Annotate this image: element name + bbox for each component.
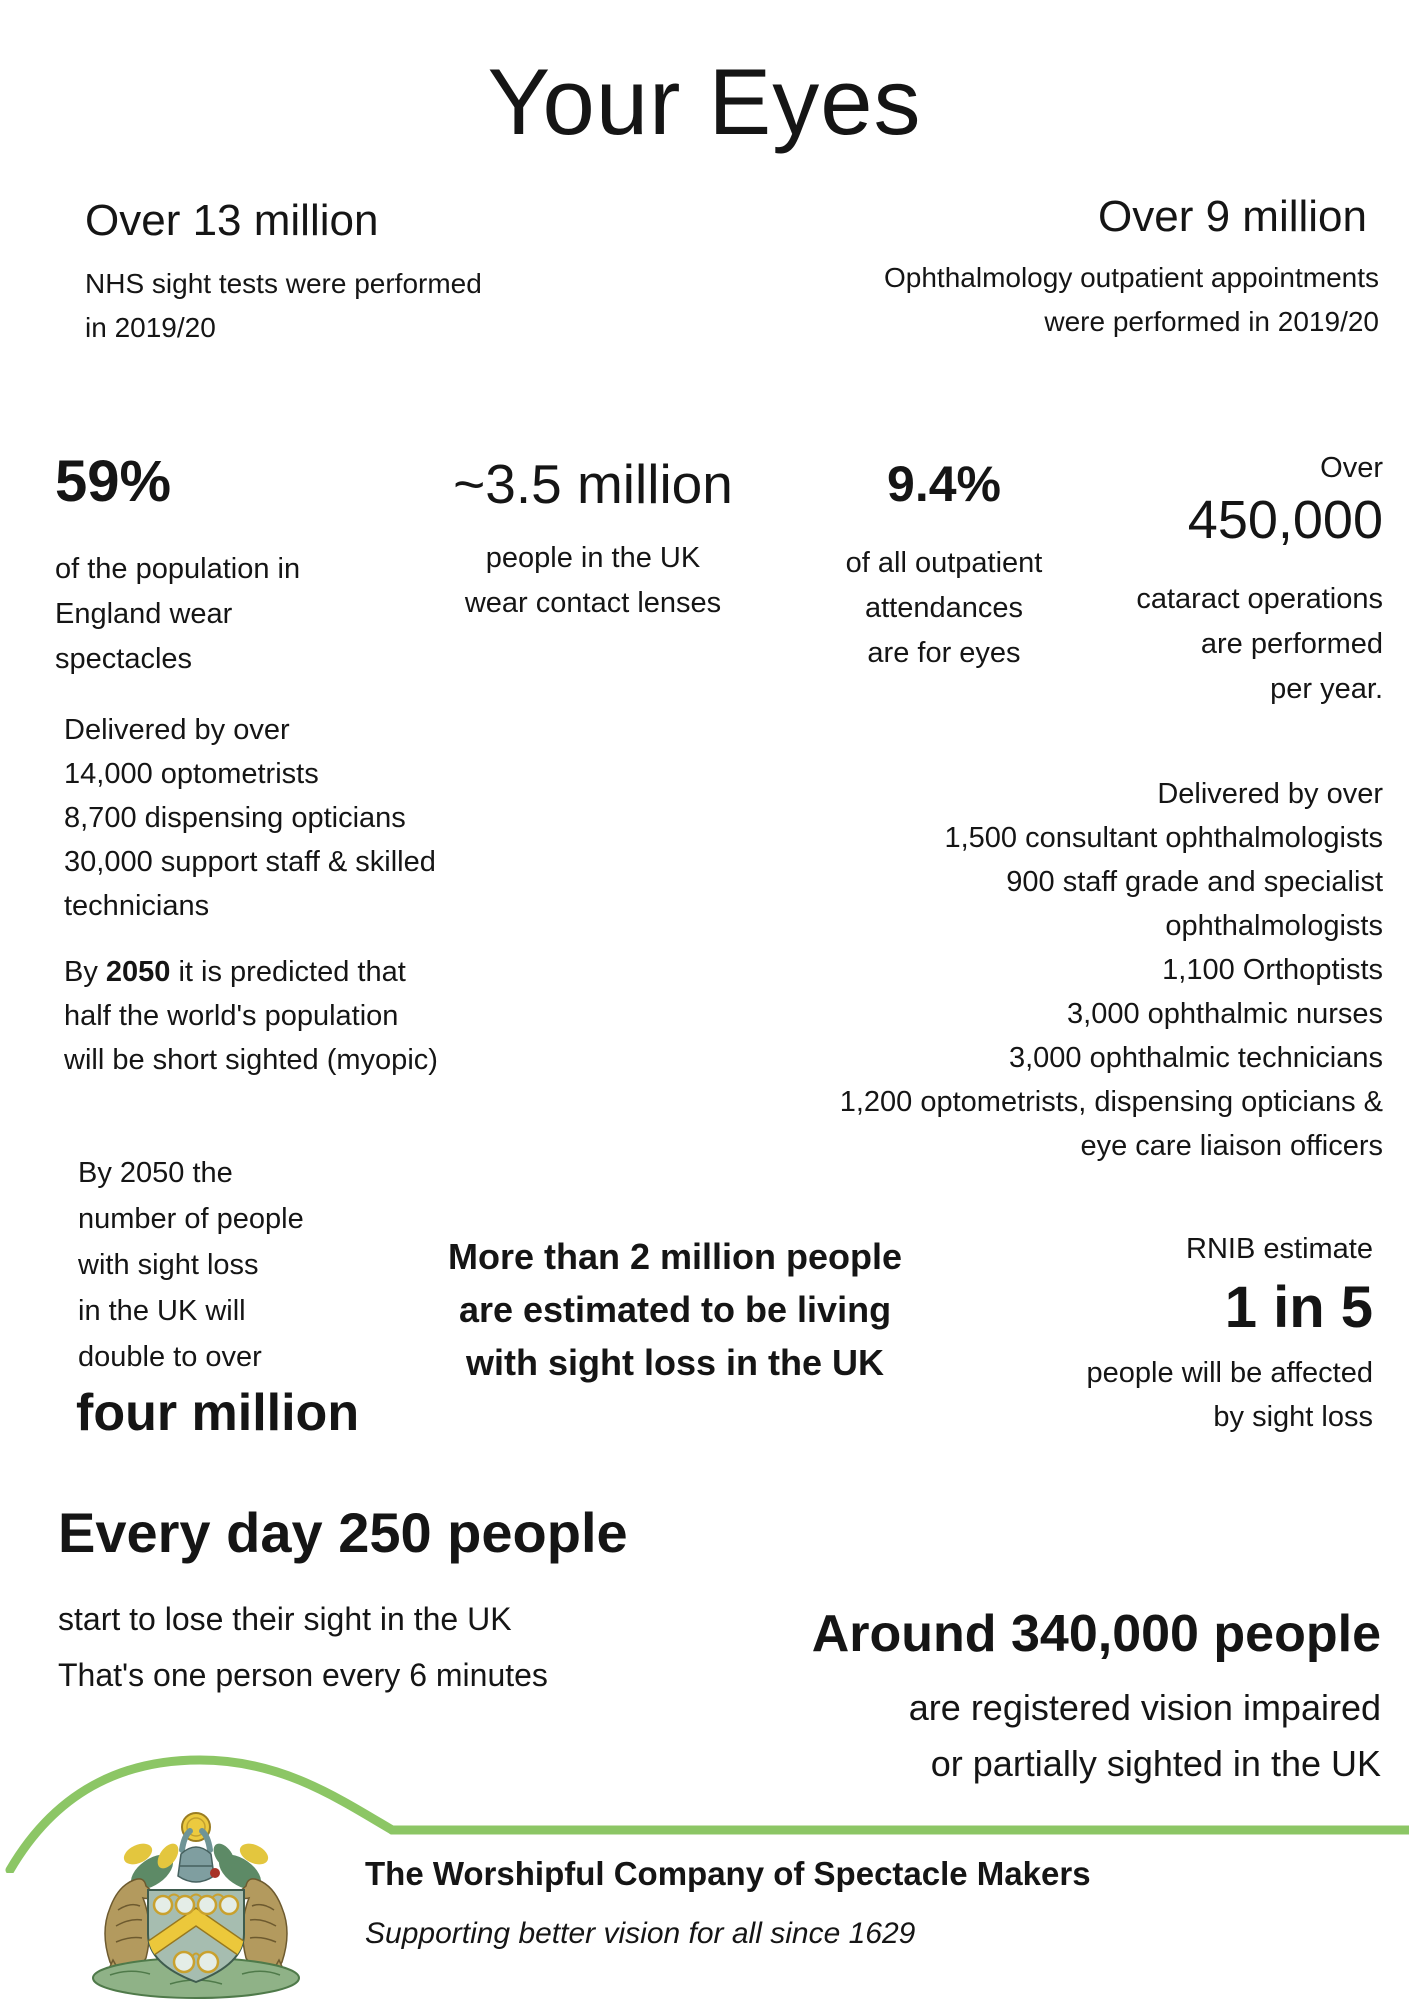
estimate-line: with sight loss in the UK xyxy=(465,1342,884,1383)
stat-spectacles xyxy=(55,448,385,682)
stat-body-line: of the population in xyxy=(55,553,301,585)
stat-body-line: per year. xyxy=(1270,673,1383,705)
rnib-estimate xyxy=(1087,1233,1373,1439)
workforce-line: technicians xyxy=(64,890,210,922)
stat-body-line: of all outpatient xyxy=(845,547,1043,579)
stat-prefix: Over xyxy=(1320,452,1383,484)
stat-body-line: cataract operations xyxy=(1136,583,1383,615)
myopia-prediction xyxy=(64,950,438,1082)
four-million-highlight: four million xyxy=(76,1384,360,1442)
workforce-line: 1,500 consultant ophthalmologists xyxy=(944,822,1383,854)
workforce-line: 14,000 optometrists xyxy=(64,758,319,790)
footer xyxy=(365,1855,1091,1951)
workforce-line: 8,700 dispensing opticians xyxy=(64,802,406,834)
stat-headline: Around 340,000 people xyxy=(811,1605,1381,1663)
myopia-line: By 2050 it is predicted that xyxy=(64,956,406,988)
primary-care-workforce-list xyxy=(64,708,436,928)
stat-body-line: spectacles xyxy=(55,643,193,675)
stat-body-line: That's one person every 6 minutes xyxy=(58,1657,548,1693)
workforce-line: 30,000 support staff & skilled xyxy=(64,846,436,878)
stat-value: 450,000 xyxy=(1187,490,1383,550)
stat-body-line: people in the UK xyxy=(485,542,701,574)
stat-nhs-sight-tests xyxy=(85,196,482,350)
workforce-line: ophthalmologists xyxy=(1165,910,1383,942)
workforce-line: Delivered by over xyxy=(1157,778,1383,810)
stat-headline: Every day 250 people xyxy=(58,1501,628,1564)
stat-body-line: are for eyes xyxy=(867,637,1021,669)
workforce-line: 3,000 ophthalmic technicians xyxy=(1008,1042,1383,1074)
stat-value: ~3.5 million xyxy=(453,453,733,515)
stat-body-line: in 2019/20 xyxy=(85,312,216,343)
workforce-line: 1,200 optometrists, dispensing opticians & xyxy=(839,1086,1383,1118)
estimate-line: are estimated to be living xyxy=(458,1289,892,1330)
organisation-tagline: Supporting better vision for all since 1629 xyxy=(365,1917,916,1950)
estimate-line: More than 2 million people xyxy=(447,1236,903,1277)
stat-body-line: were performed in 2019/20 xyxy=(1044,306,1379,337)
myopia-line: half the world's population xyxy=(64,1000,399,1032)
stat-body-line: NHS sight tests were performed xyxy=(85,268,482,299)
rnib-value: 1 in 5 xyxy=(1224,1275,1373,1340)
stat-value: 59% xyxy=(55,449,172,514)
rnib-label: RNIB estimate xyxy=(1186,1233,1373,1265)
stat-headline: Over 13 million xyxy=(85,196,379,245)
organisation-name: The Worshipful Company of Spectacle Makers xyxy=(365,1855,1091,1892)
workforce-line: 1,100 Orthoptists xyxy=(1162,954,1383,986)
page-title: Your Eyes xyxy=(487,49,922,154)
spectacle-makers-crest xyxy=(80,1810,312,2000)
projection-line: By 2050 the xyxy=(78,1157,233,1189)
rnib-line: people will be affected xyxy=(1086,1357,1373,1389)
workforce-line: 3,000 ophthalmic nurses xyxy=(1067,998,1383,1030)
stat-outpatient-appointments xyxy=(884,192,1379,344)
stat-body-line: or partially sighted in the UK xyxy=(930,1743,1381,1784)
rnib-line: by sight loss xyxy=(1213,1401,1373,1433)
stat-body-line: attendances xyxy=(864,592,1023,624)
crest-helmet xyxy=(178,1847,220,1882)
stat-cataract-operations xyxy=(1043,452,1383,712)
stat-body-line: are registered vision impaired xyxy=(908,1687,1381,1728)
projection-line: double to over xyxy=(78,1341,262,1373)
projection-line: with sight loss xyxy=(78,1249,259,1281)
projection-line: number of people xyxy=(78,1203,304,1235)
projection-line: in the UK will xyxy=(78,1295,246,1327)
sight-loss-current-estimate xyxy=(395,1230,955,1389)
stat-contact-lenses xyxy=(368,452,818,626)
stat-body-line: wear contact lenses xyxy=(464,587,722,619)
workforce-line: Delivered by over xyxy=(64,714,290,746)
myopia-line: will be short sighted (myopic) xyxy=(64,1044,438,1076)
stat-value: 9.4% xyxy=(887,456,1001,512)
stat-body-line: Ophthalmology outpatient appointments xyxy=(884,262,1379,293)
workforce-line: 900 staff grade and specialist xyxy=(1006,866,1383,898)
sight-loss-2050-projection xyxy=(78,1150,304,1380)
stat-headline: Over 9 million xyxy=(1098,192,1367,241)
stat-body-line: England wear xyxy=(55,598,233,630)
daily-sight-loss xyxy=(58,1500,628,1703)
myopia-year: 2050 xyxy=(105,956,171,988)
stat-body-line: start to lose their sight in the UK xyxy=(58,1601,512,1637)
stat-body-line: are performed xyxy=(1200,628,1383,660)
workforce-line: eye care liaison officers xyxy=(1080,1130,1383,1162)
hospital-eye-workforce-list xyxy=(840,772,1383,1168)
crest-sun-disc xyxy=(182,1813,210,1850)
